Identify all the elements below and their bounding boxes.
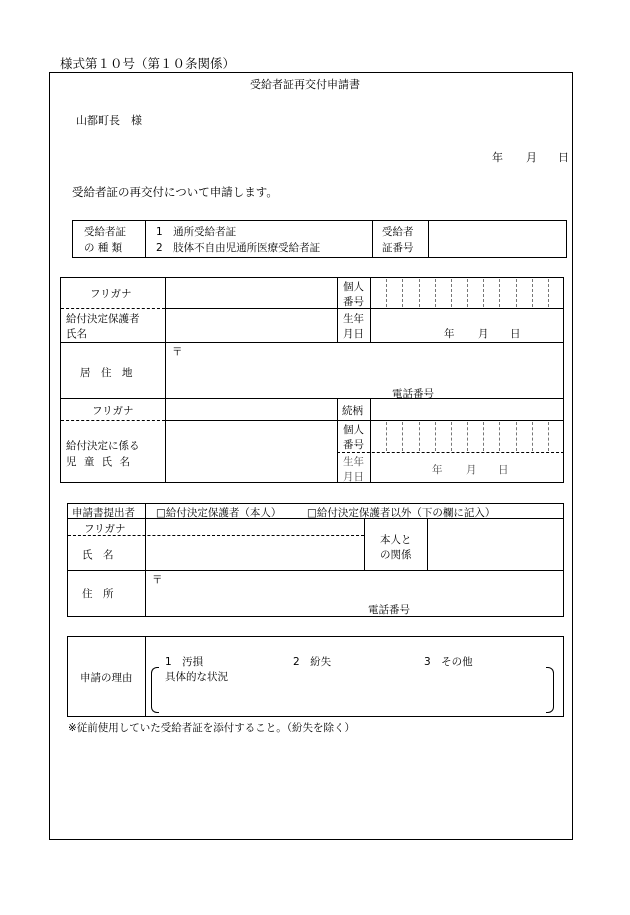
guardian-name-label-2: 氏名 xyxy=(66,328,87,340)
child-furigana-label: フリガナ xyxy=(92,405,134,417)
reason-detail-label: 具体的な状況 xyxy=(165,671,228,683)
personal-number-digit-divider xyxy=(467,279,468,307)
guardian-phone-label: 電話番号 xyxy=(392,388,434,400)
personal-number-digit-divider xyxy=(483,279,484,307)
personal-number-digit-divider xyxy=(435,422,436,451)
guardian-postal-mark: 〒 xyxy=(172,346,183,358)
cert-number-field[interactable] xyxy=(430,222,566,256)
guardian-address-label: 居 住 地 xyxy=(80,367,133,379)
child-birth-label-2: 月日 xyxy=(343,471,364,483)
cert-number-label-1: 受給者 xyxy=(382,226,414,238)
submitter-name-label: 氏 名 xyxy=(82,549,114,561)
guardian-furigana-field[interactable] xyxy=(167,279,335,307)
personal-number-digit-divider xyxy=(402,279,403,307)
reason-option-1[interactable]: 1 汚損 xyxy=(165,656,204,668)
personal-number-digit-divider xyxy=(467,422,468,451)
guardian-name-field[interactable] xyxy=(167,310,335,341)
submitter-name-field[interactable] xyxy=(147,537,362,569)
personal-number-digit-divider xyxy=(499,279,500,307)
personal-number-digit-divider xyxy=(386,279,387,307)
personal-number-digit-divider xyxy=(451,422,452,451)
cert-type-label-1: 受給者証 xyxy=(84,226,126,238)
submitter-address-label: 住 所 xyxy=(82,588,114,600)
child-relation-field[interactable] xyxy=(372,400,562,419)
guardian-personal-label-1: 個人 xyxy=(343,281,364,293)
child-relation-label: 続柄 xyxy=(342,405,363,417)
child-furigana-field[interactable] xyxy=(167,400,335,419)
submitter-option-other[interactable]: □給付決定保護者以外（下の欄に記入） xyxy=(307,507,496,519)
submitter-option-self[interactable]: □給付決定保護者（本人） xyxy=(156,507,282,519)
guardian-birth-year: 年 xyxy=(444,328,455,340)
form-title: 受給者証再交付申請書 xyxy=(250,78,360,91)
date-month-label: 月 xyxy=(526,151,537,164)
personal-number-digit-divider xyxy=(402,422,403,451)
child-personal-label-2: 番号 xyxy=(343,439,364,451)
reason-option-3[interactable]: 3 その他 xyxy=(424,656,473,668)
personal-number-digit-divider xyxy=(516,422,517,451)
child-personal-label-1: 個人 xyxy=(343,424,364,436)
submitter-label: 申請書提出者 xyxy=(72,507,135,519)
cert-option-2: 2 肢体不自由児通所医療受給者証 xyxy=(156,242,321,254)
reason-bracket-right xyxy=(546,667,554,713)
date-year-label: 年 xyxy=(492,151,503,164)
submitter-furigana-field[interactable] xyxy=(147,520,362,534)
reason-label: 申請の理由 xyxy=(80,672,133,684)
child-birth-day: 日 xyxy=(498,464,509,476)
submitter-address-field[interactable] xyxy=(147,584,562,600)
addressee: 山都町長 様 xyxy=(76,114,142,127)
personal-number-digit-divider xyxy=(532,422,533,451)
guardian-furigana-label: フリガナ xyxy=(90,288,132,300)
guardian-address-field[interactable] xyxy=(167,355,562,383)
personal-number-digit-divider xyxy=(419,422,420,451)
reason-option-2[interactable]: 2 紛失 xyxy=(293,656,332,668)
submitter-furigana-label: フリガナ xyxy=(84,523,126,535)
submitter-relation-label-2: の関係 xyxy=(380,549,412,561)
submitter-postal-mark: 〒 xyxy=(152,574,163,586)
personal-number-digit-divider xyxy=(451,279,452,307)
reason-detail-field[interactable] xyxy=(162,684,542,711)
intro-text: 受給者証の再交付について申請します。 xyxy=(72,185,278,199)
cert-type-label-2: の 種 類 xyxy=(84,242,123,254)
guardian-birth-label-2: 月日 xyxy=(343,328,364,340)
personal-number-digit-divider xyxy=(483,422,484,451)
guardian-personal-label-2: 番号 xyxy=(343,296,364,308)
personal-number-digit-divider xyxy=(516,279,517,307)
personal-number-digit-divider xyxy=(532,279,533,307)
submitter-relation-label-1: 本人と xyxy=(380,534,412,546)
date-day-label: 日 xyxy=(558,151,569,164)
personal-number-digit-divider xyxy=(386,422,387,451)
reason-bracket-left xyxy=(151,667,159,713)
guardian-birth-label-1: 生年 xyxy=(343,313,364,325)
guardian-birth-month: 月 xyxy=(478,328,489,340)
form-number: 様式第１０号（第１０条関係） xyxy=(60,56,236,71)
cert-option-1: 1 通所受給者証 xyxy=(156,226,237,238)
guardian-name-label-1: 給付決定保護者 xyxy=(66,313,140,325)
submitter-phone-label: 電話番号 xyxy=(368,604,410,616)
personal-number-digit-divider xyxy=(548,279,549,307)
cert-number-label-2: 証番号 xyxy=(382,242,414,254)
footnote: ※従前使用していた受給者証を添付すること。（紛失を除く） xyxy=(68,722,356,734)
personal-number-digit-divider xyxy=(419,279,420,307)
child-name-label-2: 児 童 氏 名 xyxy=(66,456,133,468)
child-name-label-1: 給付決定に係る xyxy=(66,440,140,452)
personal-number-digit-divider xyxy=(548,422,549,451)
child-birth-year: 年 xyxy=(432,464,443,476)
submitter-relation-field[interactable] xyxy=(429,520,562,569)
child-birth-month: 月 xyxy=(466,464,477,476)
child-name-field[interactable] xyxy=(167,422,335,481)
personal-number-digit-divider xyxy=(499,422,500,451)
personal-number-digit-divider xyxy=(435,279,436,307)
guardian-birth-day: 日 xyxy=(510,328,521,340)
child-birth-label-1: 生年 xyxy=(343,456,364,468)
